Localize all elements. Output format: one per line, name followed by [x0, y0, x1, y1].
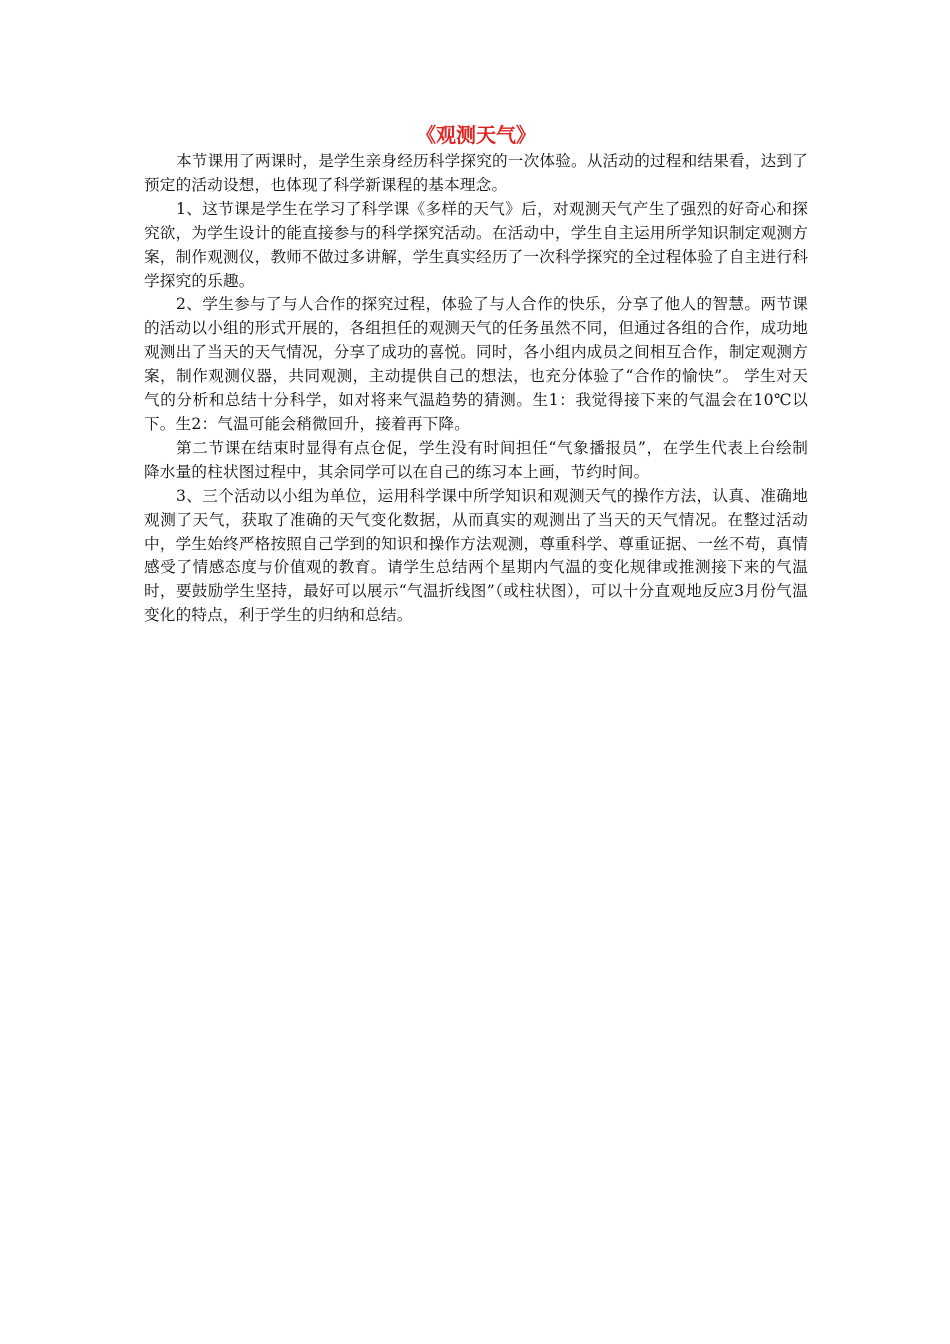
- paragraph-point-3: 3、三个活动以小组为单位，运用科学课中所学知识和观测天气的操作方法，认真、准确地观测了天气，获取了准确的天气变化数据，从而真实的观测出了当天的天气情况。在整过活动中，学生始终严格按照自己学到的知识和操作方法观测，尊重科学、尊重证据、一丝不苟，真情感受了情感态度与价值观的教育。请学生总结两个星期内气温的变化规律或推测接下来的气温时，要鼓励学生坚持，最好可以展示“气温折线图”（或柱状图），可以十分直观地反应3月份气温变化的特点，利于学生的归纳和总结。: [144, 486, 808, 625]
- document-title: 《观测天气》: [416, 123, 536, 147]
- paragraph-intro: 本节课用了两课时，是学生亲身经历科学探究的一次体验。从活动的过程和结果看，达到了预定的活动设想，也体现了科学新课程的基本理念。: [144, 152, 808, 194]
- paragraph-second-lesson: 第二节课在结束时显得有点仓促，学生没有时间担任“气象播报员”，在学生代表上台绘制降水量的柱状图过程中，其余同学可以在自己的练习本上画，节约时间。: [144, 438, 808, 481]
- paragraph-point-2: 2、学生参与了与人合作的探究过程，体验了与人合作的快乐，分享了他人的智慧。两节课的活动以小组的形式开展的，各组担任的观测天气的任务虽然不同，但通过各组的合作，成功地观测出了当天的天气情况，分享了成功的喜悦。同时，各小组内成员之间相互合作，制定观测方案，制作观测仪器，共同观测，主动提供自己的想法，也充分体验了“合作的愉快”。 学生对天气的分析和总结十分科学，如对将来气温趋势的猜测。生1：我觉得接下来的气温会在10℃以下。生2：气温可能会稍微回升，接着再下降。: [144, 295, 808, 433]
- document-body: [144, 120, 808, 628]
- paragraph-point-1: 1、这节课是学生在学习了科学课《多样的天气》后，对观测天气产生了强烈的好奇心和探究欲，为学生设计的能直接参与的科学探究活动。在活动中，学生自主运用所学知识制定观测方案，制作观测仪，教师不做过多讲解，学生真实经历了一次科学探究的全过程体验了自主进行科学探究的乐趣。: [144, 199, 808, 290]
